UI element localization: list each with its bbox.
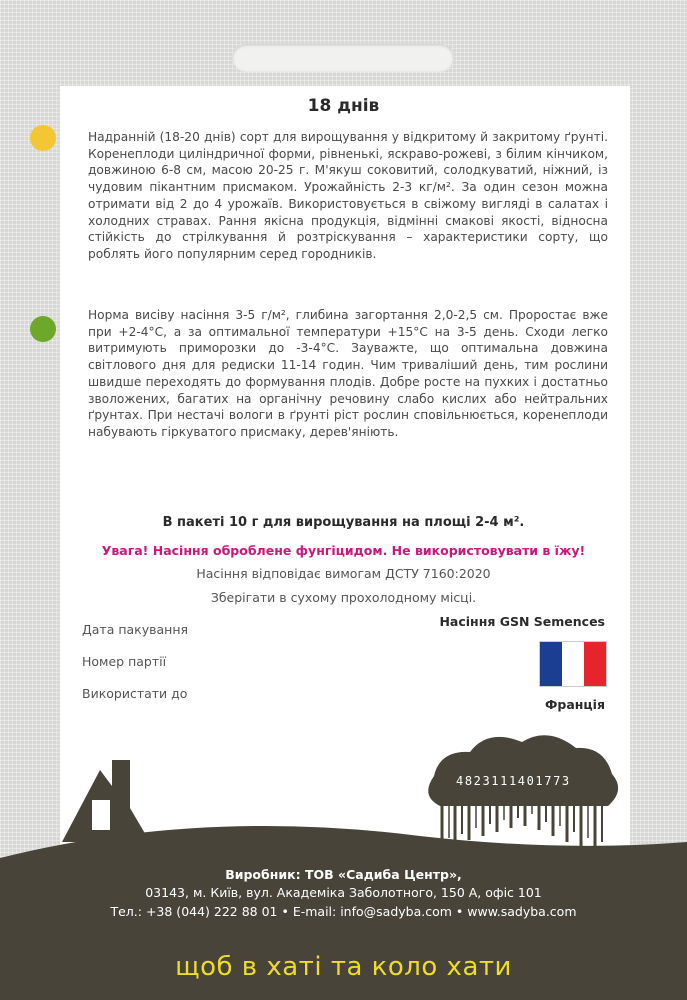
barcode-number: 4823111401773 [456, 774, 571, 788]
growing-paragraph: Норма висіву насіння 3-5 г/м², глибина загортання 2,0-2,5 см. Проростає вже при +2-4°С, а за оптимальної температури +15°С на 3-5 день. Сходи легко витримують приморозки до -3-4°С. Зауважте, що оптимальна довжина світлового дня для редиски 11-14 годин. Чим триваліший день, тим рослини швидше переходять до формування плодів. Добре росте на пухких і достатньо зволожених, багатих на органічну речовину слабо кислих або нейтральних ґрунтах. При нестачі вологи в ґрунті ріст рослин сповільнюється, коренеплоди набувають гіркуватого присмаку, дерев'яніють. [88, 308, 608, 439]
manufacturer-name: Виробник: ТОВ «Садиба Центр», [225, 867, 462, 882]
description-paragraph: Надранній (18-20 днів) сорт для вирощування у відкритому й закритому ґрунті. Коренеплоди циліндричної форми, рівненькі, яскраво-рожеві, з білим кінчиком, довжиною 6-8 см, масою 20-25 г. М'якуш соковитий, солодкуватий, ніжний, із чудовим пікантним присмаком. Урожайність 2-3 кг/м². За один сезон можна отримати від 2 до 4 урожаїв. Використовується в свіжому вигляді в салатах і холодних стравах. Рання якісна продукція, відмінні смакові якості, відносна стійкість до стрілкування й розтріскування – характеристики сорту, що роблять його популярним серед городників. [88, 130, 608, 261]
storage-note: Зберігати в сухому прохолодному місці. [210, 590, 477, 605]
brand-slogan: щоб в хаті та коло хати [175, 952, 512, 982]
package-info: В пакеті 10 г для вирощування на площі 2-4 м². [162, 515, 525, 530]
standard-note: Насіння відповідає вимогам ДСТУ 7160:2020 [196, 566, 491, 581]
seeds-brand: Насіння GSN Semences [439, 614, 605, 629]
use-by-label: Використати до [82, 686, 188, 701]
country-of-origin: Франція [545, 697, 605, 712]
variety-title: 18 днів [307, 96, 380, 116]
manufacturer-address: 03143, м. Київ, вул. Академіка Заболотного, 150 А, офіс 101 [145, 885, 542, 900]
manufacturer-contacts: Тел.: +38 (044) 222 88 01 • E-mail: info@sadyba.com • www.sadyba.com [110, 904, 577, 919]
batch-number-label: Номер партії [82, 654, 167, 669]
fungicide-warning: Увага! Насіння оброблене фунгіцидом. Не використовувати в їжу! [101, 543, 586, 558]
pack-date-label: Дата пакування [82, 622, 189, 637]
